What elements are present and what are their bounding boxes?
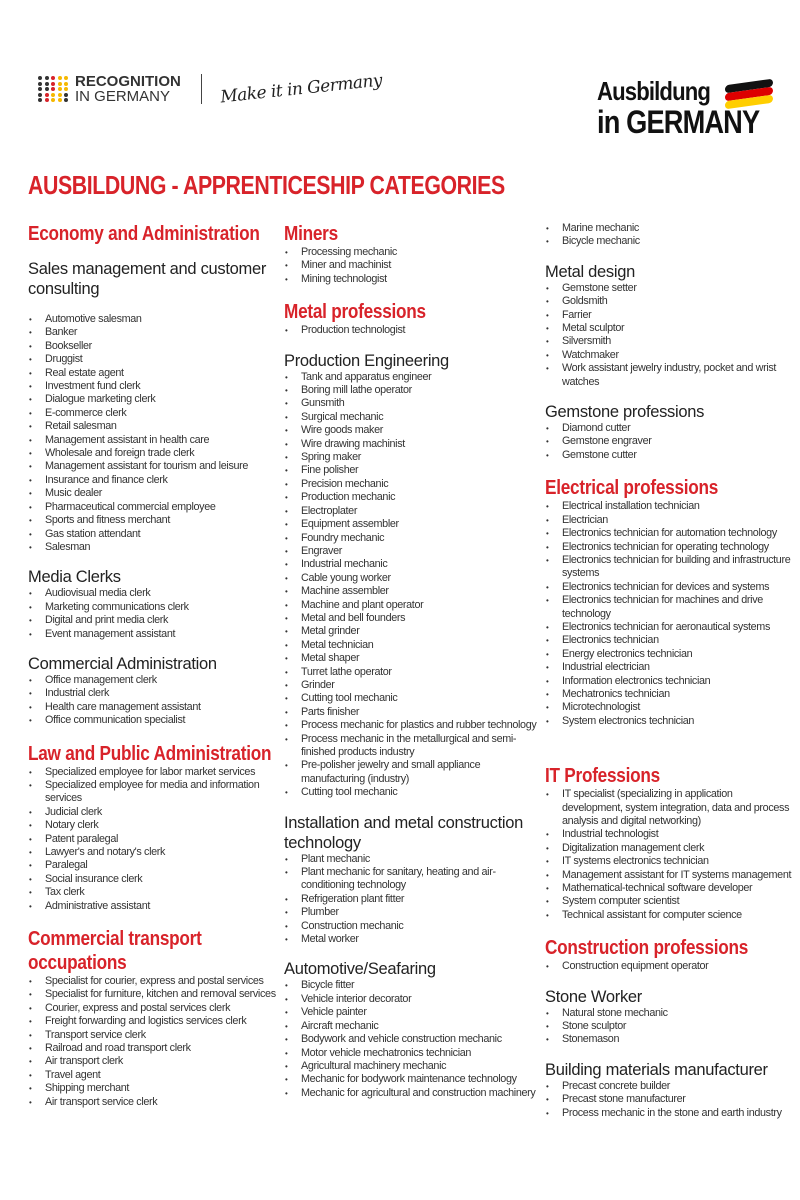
- category-heading: Law and Public Administration: [28, 742, 272, 765]
- list-item: • Metal and bell founders: [284, 612, 539, 625]
- occupation-list: [545, 1080, 795, 1120]
- occupation-list: [545, 222, 795, 249]
- occupation-list: [28, 766, 278, 913]
- list-item: • Electronics technician for machines and drive technology: [545, 594, 795, 621]
- list-item: • Marine mechanic: [545, 222, 795, 235]
- list-item: • IT specialist (specializing in application development, system integration, data and process analysis and digital networking): [545, 788, 795, 828]
- subcategory-heading: Metal design: [545, 262, 635, 281]
- category-heading: Commercial transport occupations: [28, 928, 202, 975]
- list-item: • Cable young worker: [284, 572, 539, 585]
- list-item: • Process mechanic for plastics and rubber technology: [284, 719, 539, 732]
- list-item: • Paralegal: [28, 859, 278, 872]
- list-item: • E-commerce clerk: [28, 407, 278, 420]
- make-it-in-germany-logo: Make it in Germany: [219, 70, 383, 108]
- list-item: • Gemstone setter: [545, 282, 795, 295]
- list-item: • Engraver: [284, 545, 539, 558]
- category-heading: Miners: [284, 223, 338, 245]
- subcategory-heading: Stone Worker: [545, 987, 642, 1006]
- list-item: • Bicycle fitter: [284, 979, 539, 992]
- list-item: • Foundry mechanic: [284, 532, 539, 545]
- occupation-list: [545, 500, 795, 728]
- list-item: • Dialogue marketing clerk: [28, 393, 278, 406]
- list-item: • Gunsmith: [284, 397, 539, 410]
- list-item: • Electronics technician for operating technology: [545, 541, 795, 554]
- list-item: • Motor vehicle mechatronics technician: [284, 1047, 539, 1060]
- list-item: • Construction mechanic: [284, 920, 539, 933]
- list-item: • Gemstone cutter: [545, 449, 795, 462]
- list-item: • Energy electronics technician: [545, 648, 795, 661]
- list-item: • Notary clerk: [28, 819, 278, 832]
- list-item: • Electrical installation technician: [545, 500, 795, 513]
- occupation-list: [545, 282, 795, 389]
- occupation-list: [28, 587, 278, 641]
- list-item: • Precast stone manufacturer: [545, 1093, 795, 1106]
- list-item: • Aircraft mechanic: [284, 1020, 539, 1033]
- list-item: • Watchmaker: [545, 349, 795, 362]
- list-item: • Tax clerk: [28, 886, 278, 899]
- logo-divider: [201, 74, 202, 104]
- list-item: • Farrier: [545, 309, 795, 322]
- occupation-list: [545, 960, 795, 973]
- list-item: • Goldsmith: [545, 295, 795, 308]
- list-item: • Gas station attendant: [28, 528, 278, 541]
- list-item: • Industrial clerk: [28, 687, 278, 700]
- ausbildung-in-germany-logo: [597, 76, 788, 140]
- list-item: • Plant mechanic for sanitary, heating and air-conditioning technology: [284, 866, 539, 893]
- list-item: • Electronics technician: [545, 634, 795, 647]
- list-item: • Administrative assistant: [28, 900, 278, 913]
- dots-logo-icon: [38, 76, 69, 102]
- list-item: • Natural stone mechanic: [545, 1007, 795, 1020]
- list-item: • Retail salesman: [28, 420, 278, 433]
- list-item: • Surgical mechanic: [284, 411, 539, 424]
- subcategory-heading: Commercial Administration: [28, 654, 217, 673]
- occupation-list: [28, 313, 278, 554]
- column-1: [28, 222, 278, 1109]
- list-item: • Fine polisher: [284, 464, 539, 477]
- list-item: • Druggist: [28, 353, 278, 366]
- list-item: • Process mechanic in the stone and earth industry: [545, 1107, 795, 1120]
- category-heading: Metal professions: [284, 301, 426, 324]
- list-item: • Production technologist: [284, 324, 539, 337]
- list-item: • Information electronics technician: [545, 675, 795, 688]
- list-item: • Wire drawing machinist: [284, 438, 539, 451]
- recognition-text: [75, 74, 181, 104]
- recognition-line1: RECOGNITION: [75, 73, 181, 90]
- list-item: • Insurance and finance clerk: [28, 474, 278, 487]
- brand-line2: in GERMANY: [597, 104, 760, 140]
- list-item: • Plumber: [284, 906, 539, 919]
- list-item: • Specialized employee for labor market services: [28, 766, 278, 779]
- list-item: • Event management assistant: [28, 628, 278, 641]
- list-item: • Gemstone engraver: [545, 435, 795, 448]
- occupation-list: [545, 1007, 795, 1047]
- list-item: • Electroplater: [284, 505, 539, 518]
- list-item: • System electronics technician: [545, 715, 795, 728]
- list-item: • IT systems electronics technician: [545, 855, 795, 868]
- list-item: • Precast concrete builder: [545, 1080, 795, 1093]
- list-item: • Electrician: [545, 514, 795, 527]
- category-heading: Construction professions: [545, 937, 749, 960]
- list-item: • Salesman: [28, 541, 278, 554]
- column-2: [284, 222, 539, 1100]
- list-item: • Automotive salesman: [28, 313, 278, 326]
- list-item: • Cutting tool mechanic: [284, 692, 539, 705]
- list-item: • Plant mechanic: [284, 853, 539, 866]
- list-item: • Patent paralegal: [28, 833, 278, 846]
- list-item: • Pharmaceutical commercial employee: [28, 501, 278, 514]
- list-item: • Specialized employee for media and information services: [28, 779, 278, 806]
- list-item: • Bodywork and vehicle construction mechanic: [284, 1033, 539, 1046]
- occupation-list: [284, 371, 539, 800]
- list-item: • Bicycle mechanic: [545, 235, 795, 248]
- category-heading: Electrical professions: [545, 477, 719, 500]
- brand-line1: Ausbildung: [597, 76, 711, 106]
- list-item: • Management assistant for tourism and leisure: [28, 460, 278, 473]
- list-item: • Mechanic for agricultural and construction machinery: [284, 1087, 539, 1100]
- list-item: • Health care management assistant: [28, 701, 278, 714]
- list-item: • Mechanic for bodywork maintenance technology: [284, 1073, 539, 1086]
- list-item: • Equipment assembler: [284, 518, 539, 531]
- list-item: • Diamond cutter: [545, 422, 795, 435]
- occupation-list: [545, 788, 795, 922]
- list-item: • Metal grinder: [284, 625, 539, 638]
- list-item: • Music dealer: [28, 487, 278, 500]
- list-item: • Shipping merchant: [28, 1082, 278, 1095]
- list-item: • Metal technician: [284, 639, 539, 652]
- list-item: • Process mechanic in the metallurgical and semi-finished products industry: [284, 733, 539, 760]
- list-item: • Stonemason: [545, 1033, 795, 1046]
- list-item: • Electronics technician for aeronautical systems: [545, 621, 795, 634]
- list-item: • Miner and machinist: [284, 259, 539, 272]
- list-item: • Digital and print media clerk: [28, 614, 278, 627]
- list-item: • Transport service clerk: [28, 1029, 278, 1042]
- list-item: • Electronics technician for devices and systems: [545, 581, 795, 594]
- subcategory-heading: Automotive/Seafaring: [284, 960, 436, 979]
- subcategory-heading: Building materials manufacturer: [545, 1060, 768, 1079]
- list-item: • Office communication specialist: [28, 714, 278, 727]
- list-item: • Mathematical-technical software developer: [545, 882, 795, 895]
- subcategory-heading: Sales management and customer consulting: [28, 260, 267, 298]
- list-item: • Metal sculptor: [545, 322, 795, 335]
- category-heading: IT Professions: [545, 765, 660, 788]
- occupation-list: [284, 324, 539, 337]
- list-item: • Work assistant jewelry industry, pocket and wrist watches: [545, 362, 795, 389]
- list-item: • Precision mechanic: [284, 478, 539, 491]
- list-item: • Processing mechanic: [284, 246, 539, 259]
- list-item: • System computer scientist: [545, 895, 795, 908]
- list-item: • Judicial clerk: [28, 806, 278, 819]
- list-item: • Specialist for furniture, kitchen and removal services: [28, 988, 278, 1001]
- recognition-line2: IN GERMANY: [75, 88, 171, 105]
- list-item: • Vehicle interior decorator: [284, 993, 539, 1006]
- subcategory-heading: Gemstone professions: [545, 403, 705, 422]
- list-item: • Metal worker: [284, 933, 539, 946]
- list-item: • Microtechnologist: [545, 701, 795, 714]
- list-item: • Metal shaper: [284, 652, 539, 665]
- list-item: • Travel agent: [28, 1069, 278, 1082]
- occupation-list: [28, 674, 278, 728]
- occupation-list: [284, 979, 539, 1100]
- list-item: • Management assistant in health care: [28, 434, 278, 447]
- list-item: • Industrial mechanic: [284, 558, 539, 571]
- list-item: • Bookseller: [28, 340, 278, 353]
- list-item: • Courier, express and postal services clerk: [28, 1002, 278, 1015]
- list-item: • Wire goods maker: [284, 424, 539, 437]
- list-item: • Vehicle painter: [284, 1006, 539, 1019]
- list-item: • Electronics technician for building and infrastructure systems: [545, 554, 795, 581]
- list-item: • Mining technologist: [284, 273, 539, 286]
- list-item: • Office management clerk: [28, 674, 278, 687]
- list-item: • Agricultural machinery mechanic: [284, 1060, 539, 1073]
- list-item: • Lawyer's and notary's clerk: [28, 846, 278, 859]
- occupation-list: [28, 975, 278, 1109]
- list-item: • Investment fund clerk: [28, 380, 278, 393]
- list-item: • Railroad and road transport clerk: [28, 1042, 278, 1055]
- list-item: • Technical assistant for computer science: [545, 909, 795, 922]
- list-item: • Grinder: [284, 679, 539, 692]
- list-item: • Construction equipment operator: [545, 960, 795, 973]
- list-item: • Air transport service clerk: [28, 1096, 278, 1109]
- list-item: • Wholesale and foreign trade clerk: [28, 447, 278, 460]
- list-item: • Digitalization management clerk: [545, 842, 795, 855]
- list-item: • Mechatronics technician: [545, 688, 795, 701]
- list-item: • Banker: [28, 326, 278, 339]
- occupation-list: [284, 246, 539, 286]
- list-item: • Industrial electrician: [545, 661, 795, 674]
- list-item: • Social insurance clerk: [28, 873, 278, 886]
- list-item: • Boring mill lathe operator: [284, 384, 539, 397]
- list-item: • Air transport clerk: [28, 1055, 278, 1068]
- list-item: • Electronics technician for automation technology: [545, 527, 795, 540]
- list-item: • Machine and plant operator: [284, 599, 539, 612]
- occupation-list: [545, 422, 795, 462]
- list-item: • Parts finisher: [284, 706, 539, 719]
- subcategory-heading: Installation and metal construction technology: [284, 813, 523, 852]
- list-item: • Production mechanic: [284, 491, 539, 504]
- subcategory-heading: Production Engineering: [284, 351, 449, 370]
- recognition-in-germany-logo: [38, 70, 383, 108]
- list-item: • Industrial technologist: [545, 828, 795, 841]
- list-item: • Silversmith: [545, 335, 795, 348]
- list-item: • Spring maker: [284, 451, 539, 464]
- occupation-list: [284, 853, 539, 947]
- column-3: [545, 222, 795, 1120]
- page-title: AUSBILDUNG - APPRENTICESHIP CATEGORIES: [28, 170, 505, 200]
- subcategory-heading: Media Clerks: [28, 568, 121, 587]
- list-item: • Turret lathe operator: [284, 666, 539, 679]
- list-item: • Pre-polisher jewelry and small appliance manufacturing (industry): [284, 759, 539, 786]
- list-item: • Refrigeration plant fitter: [284, 893, 539, 906]
- list-item: • Real estate agent: [28, 367, 278, 380]
- list-item: • Cutting tool mechanic: [284, 786, 539, 799]
- list-item: • Marketing communications clerk: [28, 601, 278, 614]
- list-item: • Freight forwarding and logistics services clerk: [28, 1015, 278, 1028]
- category-heading: Economy and Administration: [28, 223, 260, 245]
- list-item: • Management assistant for IT systems management: [545, 869, 795, 882]
- list-item: • Stone sculptor: [545, 1020, 795, 1033]
- list-item: • Machine assembler: [284, 585, 539, 598]
- list-item: • Tank and apparatus engineer: [284, 371, 539, 384]
- list-item: • Specialist for courier, express and postal services: [28, 975, 278, 988]
- list-item: • Sports and fitness merchant: [28, 514, 278, 527]
- list-item: • Audiovisual media clerk: [28, 587, 278, 600]
